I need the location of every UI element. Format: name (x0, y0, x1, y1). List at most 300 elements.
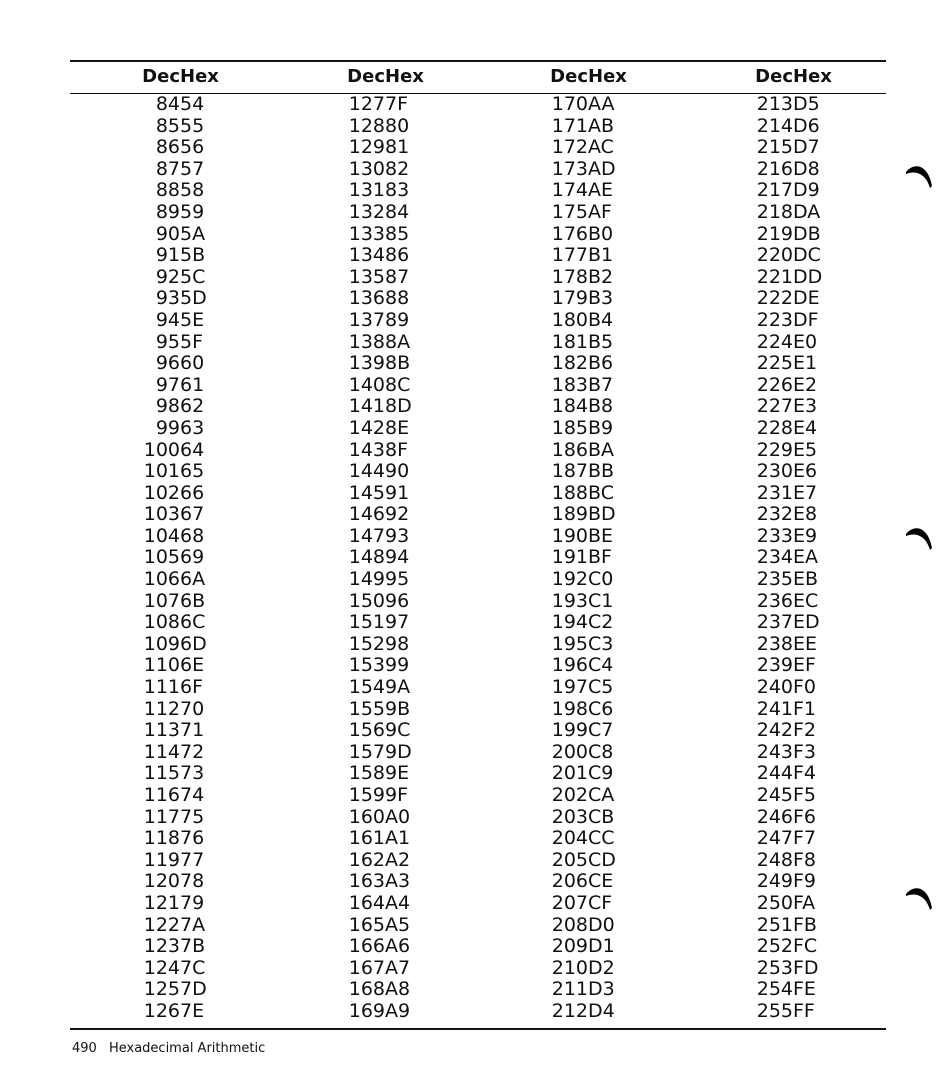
dec-value: 154 (348, 676, 385, 699)
table-row (735, 267, 835, 289)
table-row (122, 828, 222, 850)
dec-value: 211 (551, 978, 588, 1001)
table-row (327, 699, 427, 721)
hex-value: F5 (793, 784, 817, 806)
table-row (530, 159, 630, 181)
dec-value: 208 (551, 913, 588, 936)
dec-value: 186 (551, 438, 588, 461)
hex-value: EC (793, 589, 819, 612)
hex-value: 97 (385, 611, 410, 634)
hex-value: 6B (180, 589, 206, 612)
dec-value: 129 (348, 136, 385, 159)
hex-value: 76 (180, 827, 205, 850)
dec-value: 175 (551, 200, 588, 223)
dec-value: 240 (756, 676, 793, 699)
hex-value: 92 (385, 503, 410, 526)
dec-value: 174 (551, 179, 588, 202)
dec-value: 130 (348, 157, 385, 180)
hex-value: 9F (385, 784, 409, 806)
dec-value: 171 (551, 114, 588, 137)
hex-value: AF (588, 200, 612, 223)
binder-punch-mark-icon (904, 522, 934, 552)
table-row (327, 180, 427, 202)
dec-value: 86 (155, 136, 180, 159)
table-row (122, 310, 222, 332)
table-row (122, 137, 222, 159)
dec-value: 122 (143, 913, 180, 936)
dec-value: 88 (155, 179, 180, 202)
hex-value: A7 (385, 956, 411, 979)
table-row (735, 159, 835, 181)
dec-value: 158 (348, 762, 385, 785)
table-row (530, 828, 630, 850)
hex-value: 5D (180, 287, 207, 310)
table-row (735, 396, 835, 418)
dec-value: 99 (155, 416, 180, 439)
hex-value: 93 (385, 524, 410, 547)
table-row (327, 655, 427, 677)
hex-value: CE (588, 870, 614, 893)
dec-value: 149 (348, 568, 385, 591)
hex-value: D0 (588, 913, 615, 936)
dec-value: 125 (143, 978, 180, 1001)
hex-value: A0 (385, 805, 411, 828)
table-row (735, 569, 835, 591)
hex-value: C4 (588, 654, 614, 677)
dec-value: 248 (756, 848, 793, 871)
dec-value: 136 (348, 287, 385, 310)
table-row (530, 893, 630, 915)
table-row (530, 655, 630, 677)
table-row (530, 418, 630, 440)
hex-header: Hex (385, 66, 424, 87)
dec-value: 165 (348, 913, 385, 936)
hex-value: 59 (180, 200, 205, 223)
dec-value: 106 (143, 568, 180, 591)
hex-value: A2 (385, 848, 411, 871)
hex-header: Hex (793, 66, 832, 87)
table-row (122, 288, 222, 310)
hex-value: 55 (180, 114, 205, 137)
dec-value: 104 (143, 524, 180, 547)
hex-header: Hex (180, 66, 219, 87)
hex-value: FF (793, 999, 815, 1022)
table-row (122, 526, 222, 548)
table-row (122, 958, 222, 980)
table-row (122, 720, 222, 742)
table-row (530, 288, 630, 310)
table-row (327, 634, 427, 656)
dec-value: 143 (348, 438, 385, 461)
hex-value: D4 (588, 999, 615, 1022)
hex-value: 6D (180, 632, 207, 655)
dec-value: 241 (756, 697, 793, 720)
hex-value: 91 (385, 481, 410, 504)
dec-value: 140 (348, 373, 385, 396)
hex-value: 78 (180, 870, 205, 893)
table-row (122, 1001, 222, 1023)
table-row (530, 547, 630, 569)
hex-value: AA (588, 93, 615, 115)
dec-value: 206 (551, 870, 588, 893)
dec-value: 157 (348, 740, 385, 763)
hex-value: 63 (180, 416, 205, 439)
table-row (735, 288, 835, 310)
hex-value: 7B (180, 935, 206, 958)
dec-value: 216 (756, 157, 793, 180)
dec-value: 197 (551, 676, 588, 699)
hex-value: BB (588, 460, 615, 483)
hex-value: B3 (588, 287, 614, 310)
dec-value: 145 (348, 481, 385, 504)
binder-punch-mark-icon (904, 160, 934, 190)
table-row (327, 915, 427, 937)
table-row (735, 526, 835, 548)
hex-value: B4 (588, 308, 614, 331)
dec-value: 103 (143, 503, 180, 526)
table-row (530, 440, 630, 462)
dec-value: 127 (348, 93, 385, 115)
hex-header: Hex (588, 66, 627, 87)
dec-value: 135 (348, 265, 385, 288)
table-row (327, 440, 427, 462)
dec-value: 151 (348, 611, 385, 634)
dec-value: 222 (756, 287, 793, 310)
dec-value: 139 (348, 352, 385, 375)
table-row (327, 871, 427, 893)
dec-value: 141 (348, 395, 385, 418)
table-row (122, 440, 222, 462)
table-row (122, 979, 222, 1001)
hex-value: A3 (385, 870, 411, 893)
hex-value: 5F (180, 330, 204, 353)
hex-value: C0 (588, 568, 614, 591)
hex-value: 89 (385, 308, 410, 331)
hex-value: BF (588, 546, 612, 569)
hex-value: AD (588, 157, 616, 180)
table-row (327, 547, 427, 569)
dec-value: 166 (348, 935, 385, 958)
table-row (735, 871, 835, 893)
dec-value: 250 (756, 891, 793, 914)
table-row (735, 612, 835, 634)
table-row (327, 612, 427, 634)
table-row (122, 159, 222, 181)
dec-value: 201 (551, 762, 588, 785)
dec-value: 147 (348, 524, 385, 547)
hex-value: DD (793, 265, 823, 288)
table-row (327, 526, 427, 548)
dec-value: 181 (551, 330, 588, 353)
dec-value: 87 (155, 157, 180, 180)
table-row (122, 915, 222, 937)
hex-value: 60 (180, 352, 205, 375)
dec-value: 115 (143, 762, 180, 785)
column-header (530, 63, 630, 91)
table-row (530, 591, 630, 613)
hex-value: 85 (385, 222, 410, 245)
table-row (735, 807, 835, 829)
table-row (327, 1001, 427, 1023)
hex-value: FB (793, 913, 817, 936)
dec-value: 215 (756, 136, 793, 159)
hex-value: 74 (180, 784, 205, 806)
table-row (735, 483, 835, 505)
table-row (327, 267, 427, 289)
table-row (122, 245, 222, 267)
dec-value: 117 (143, 805, 180, 828)
dec-value: 234 (756, 546, 793, 569)
hex-value: E2 (793, 373, 818, 396)
table-row (122, 871, 222, 893)
hex-value: FD (793, 956, 819, 979)
hex-value: AE (588, 179, 614, 202)
dec-value: 196 (551, 654, 588, 677)
table-column-2 (327, 63, 427, 1023)
hex-value: F9 (793, 870, 817, 893)
dec-value: 179 (551, 287, 588, 310)
dec-value: 183 (551, 373, 588, 396)
dec-value: 185 (551, 416, 588, 439)
dec-value: 131 (348, 179, 385, 202)
dec-value: 134 (348, 244, 385, 267)
dec-value: 169 (348, 999, 385, 1022)
hex-value: 9C (385, 719, 411, 742)
dec-value: 253 (756, 956, 793, 979)
dec-value: 126 (143, 999, 180, 1022)
column-header (735, 63, 835, 91)
dec-value: 108 (143, 611, 180, 634)
hex-value: FA (793, 891, 816, 914)
table-row (735, 418, 835, 440)
dec-value: 225 (756, 352, 793, 375)
dec-value: 150 (348, 589, 385, 612)
table-row (735, 202, 835, 224)
hex-value: AB (588, 114, 615, 137)
table-row (735, 979, 835, 1001)
table-row (530, 267, 630, 289)
dec-value: 228 (756, 416, 793, 439)
table-row (735, 850, 835, 872)
hex-value: CF (588, 891, 613, 914)
dec-value: 184 (551, 395, 588, 418)
table-row (735, 310, 835, 332)
table-top-rule (70, 60, 886, 62)
hex-value: CD (588, 848, 616, 871)
dec-value: 168 (348, 978, 385, 1001)
hex-value: DF (793, 308, 819, 331)
table-row (122, 677, 222, 699)
hex-value: 87 (385, 265, 410, 288)
dec-value: 155 (348, 697, 385, 720)
dec-value: 132 (348, 200, 385, 223)
hex-value: EA (793, 546, 819, 569)
table-row (530, 807, 630, 829)
table-row (122, 267, 222, 289)
hex-value: CC (588, 827, 615, 850)
table-row (122, 699, 222, 721)
hex-value: F7 (793, 827, 817, 850)
table-row (530, 375, 630, 397)
table-row (327, 807, 427, 829)
column-rows (327, 94, 427, 1023)
table-row (122, 763, 222, 785)
hex-value: 73 (180, 762, 205, 785)
hex-value: E7 (793, 481, 818, 504)
dec-value: 119 (143, 848, 180, 871)
dec-value: 187 (551, 460, 588, 483)
dec-value: 170 (551, 93, 588, 115)
dec-header: Dec (550, 66, 588, 87)
table-row (530, 677, 630, 699)
dec-value: 142 (348, 416, 385, 439)
table-row (530, 699, 630, 721)
table-row (735, 893, 835, 915)
dec-value: 97 (155, 373, 180, 396)
dec-value: 85 (155, 114, 180, 137)
dec-value: 239 (756, 654, 793, 677)
table-row (735, 353, 835, 375)
dec-value: 116 (143, 784, 180, 806)
dec-value: 176 (551, 222, 588, 245)
table-row (327, 763, 427, 785)
table-row (327, 569, 427, 591)
table-column-1 (122, 63, 222, 1023)
table-row (327, 245, 427, 267)
table-row (327, 461, 427, 483)
table-bottom-rule (70, 1028, 886, 1030)
dec-value: 107 (143, 589, 180, 612)
table-row (327, 353, 427, 375)
dec-value: 243 (756, 740, 793, 763)
table-row (735, 116, 835, 138)
hex-value: 61 (180, 373, 205, 396)
hex-value: F0 (793, 676, 817, 699)
dec-value: 167 (348, 956, 385, 979)
hex-value: 7D (180, 978, 207, 1001)
table-row (530, 1001, 630, 1023)
hex-value: F1 (793, 697, 817, 720)
dec-value: 91 (155, 244, 180, 267)
hex-value: 6C (180, 611, 206, 634)
table-row (122, 936, 222, 958)
hex-value: BE (588, 524, 614, 547)
hex-value: 5B (180, 244, 206, 267)
hex-value: B1 (588, 244, 614, 267)
binder-punch-mark-icon (904, 882, 934, 912)
dec-value: 227 (756, 395, 793, 418)
dec-value: 121 (143, 891, 180, 914)
table-row (327, 893, 427, 915)
table-row (530, 850, 630, 872)
hex-value: D8 (793, 157, 820, 180)
table-row (122, 224, 222, 246)
table-row (327, 375, 427, 397)
dec-value: 218 (756, 200, 793, 223)
dec-value: 221 (756, 265, 793, 288)
hex-value: 8B (385, 352, 411, 375)
dec-value: 238 (756, 632, 793, 655)
hex-value: 8F (385, 438, 409, 461)
table-row (122, 547, 222, 569)
table-row (122, 893, 222, 915)
hex-value: B6 (588, 352, 614, 375)
table-row (327, 720, 427, 742)
hex-value: D6 (793, 114, 820, 137)
hex-value: F4 (793, 762, 817, 785)
hex-value: 70 (180, 697, 205, 720)
dec-value: 152 (348, 632, 385, 655)
hex-value: C6 (588, 697, 614, 720)
hex-value: C2 (588, 611, 614, 634)
hex-value: 65 (180, 460, 205, 483)
dec-value: 191 (551, 546, 588, 569)
hex-value: C7 (588, 719, 614, 742)
dec-value: 199 (551, 719, 588, 742)
table-row (327, 979, 427, 1001)
dec-value: 123 (143, 935, 180, 958)
dec-value: 209 (551, 935, 588, 958)
dec-value: 229 (756, 438, 793, 461)
hex-value: 58 (180, 179, 205, 202)
table-row (122, 353, 222, 375)
table-row (530, 504, 630, 526)
table-row (122, 461, 222, 483)
dec-value: 220 (756, 244, 793, 267)
hex-value: F2 (793, 719, 817, 742)
table-row (122, 418, 222, 440)
table-row (735, 332, 835, 354)
dec-value: 112 (143, 697, 180, 720)
hex-value: E3 (793, 395, 818, 418)
table-row (530, 332, 630, 354)
hex-value: C1 (588, 589, 614, 612)
hex-value: 80 (385, 114, 410, 137)
hex-value: F3 (793, 740, 817, 763)
hex-value: 7F (385, 93, 409, 115)
table-row (735, 742, 835, 764)
hex-value: AC (588, 136, 614, 159)
dec-value: 190 (551, 524, 588, 547)
dec-value: 178 (551, 265, 588, 288)
dec-value: 138 (348, 330, 385, 353)
hex-value: BA (588, 438, 615, 461)
table-row (735, 915, 835, 937)
hex-value: 5A (180, 222, 206, 245)
dec-value: 98 (155, 395, 180, 418)
hex-value: 7C (180, 956, 206, 979)
hex-value: C9 (588, 762, 614, 785)
hex-value: 9A (385, 676, 411, 699)
dec-value: 224 (756, 330, 793, 353)
hex-value: 88 (385, 287, 410, 310)
dec-value: 159 (348, 784, 385, 806)
dec-value: 182 (551, 352, 588, 375)
dec-value: 189 (551, 503, 588, 526)
table-row (122, 483, 222, 505)
column-rows (735, 94, 835, 1023)
dec-value: 114 (143, 740, 180, 763)
table-row (530, 569, 630, 591)
hex-value: B2 (588, 265, 614, 288)
table-row (735, 958, 835, 980)
hex-value: E0 (793, 330, 818, 353)
table-row (530, 936, 630, 958)
column-rows (530, 94, 630, 1023)
table-row (530, 245, 630, 267)
dec-value: 148 (348, 546, 385, 569)
dec-value: 93 (155, 287, 180, 310)
